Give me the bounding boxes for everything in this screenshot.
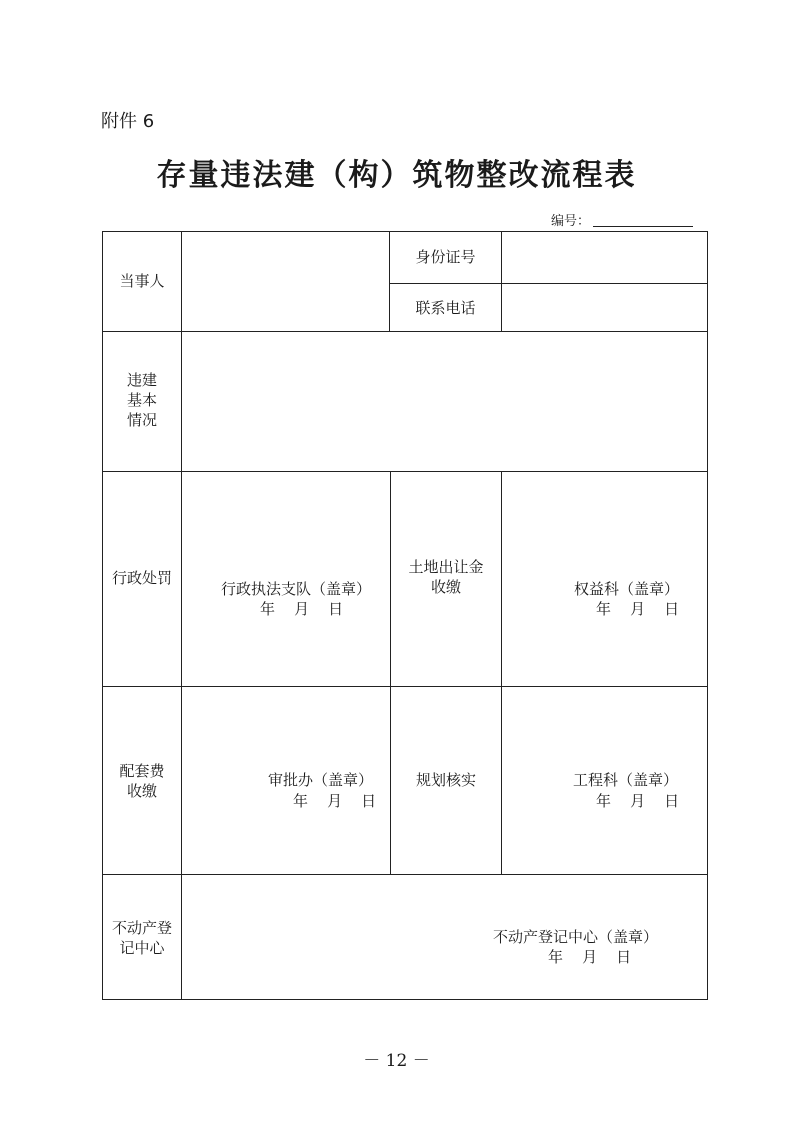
real-estate-stamp-label: 不动产登记中心（盖章） (493, 928, 659, 946)
land-fee-label-line: 收缴 (430, 578, 461, 596)
attachment-label: 附件 6 (101, 111, 155, 132)
real-estate-label (102, 918, 182, 958)
phone-label: 联系电话 (415, 299, 476, 317)
real-estate-date: 年 月 日 (548, 948, 632, 966)
id-number-label: 身份证号 (415, 248, 476, 266)
basic-info-label-line: 违建 (126, 371, 157, 389)
engineering-date: 年 月 日 (596, 792, 680, 810)
equity-stamp-label: 权益科（盖章） (574, 580, 680, 598)
table-divider (390, 471, 391, 875)
table-divider (102, 874, 708, 875)
page-number: － 12 － (363, 1051, 430, 1071)
real-estate-label-line: 记中心 (119, 939, 165, 957)
party-label: 当事人 (119, 272, 165, 290)
approval-date: 年 月 日 (293, 792, 377, 810)
table-divider (102, 686, 708, 687)
supporting-fee-label-line: 收缴 (126, 782, 157, 800)
basic-info-field[interactable] (182, 332, 707, 471)
table-border-right (707, 231, 708, 1000)
admin-penalty-label: 行政处罚 (111, 569, 172, 587)
table-divider (102, 471, 708, 472)
page-title: 存量违法建（构）筑物整改流程表 (156, 158, 637, 193)
basic-info-label-line: 基本 (126, 391, 157, 409)
land-fee-label-line: 土地出让金 (408, 558, 484, 576)
table-border-bottom (102, 999, 708, 1000)
enforcement-stamp-label: 行政执法支队（盖章） (221, 580, 372, 598)
table-border-left (102, 231, 103, 1000)
table-divider (501, 471, 502, 875)
supporting-fee-label (102, 761, 182, 801)
enforcement-date: 年 月 日 (260, 600, 344, 618)
id-number-field[interactable] (502, 232, 707, 283)
land-fee-label (391, 557, 501, 597)
equity-date: 年 月 日 (596, 600, 680, 618)
engineering-stamp-label: 工程科（盖章） (573, 771, 679, 789)
basic-info-label (102, 370, 182, 430)
serial-number-blank[interactable] (593, 226, 693, 227)
approval-stamp-label: 审批办（盖章） (268, 771, 374, 789)
basic-info-label-line: 情况 (126, 411, 157, 429)
planning-check-label: 规划核实 (415, 771, 476, 789)
real-estate-label-line: 不动产登 (111, 919, 172, 937)
phone-field[interactable] (502, 284, 707, 331)
serial-number-label: 编号： (551, 214, 591, 229)
party-name-field[interactable] (182, 232, 389, 331)
supporting-fee-label-line: 配套费 (119, 762, 165, 780)
